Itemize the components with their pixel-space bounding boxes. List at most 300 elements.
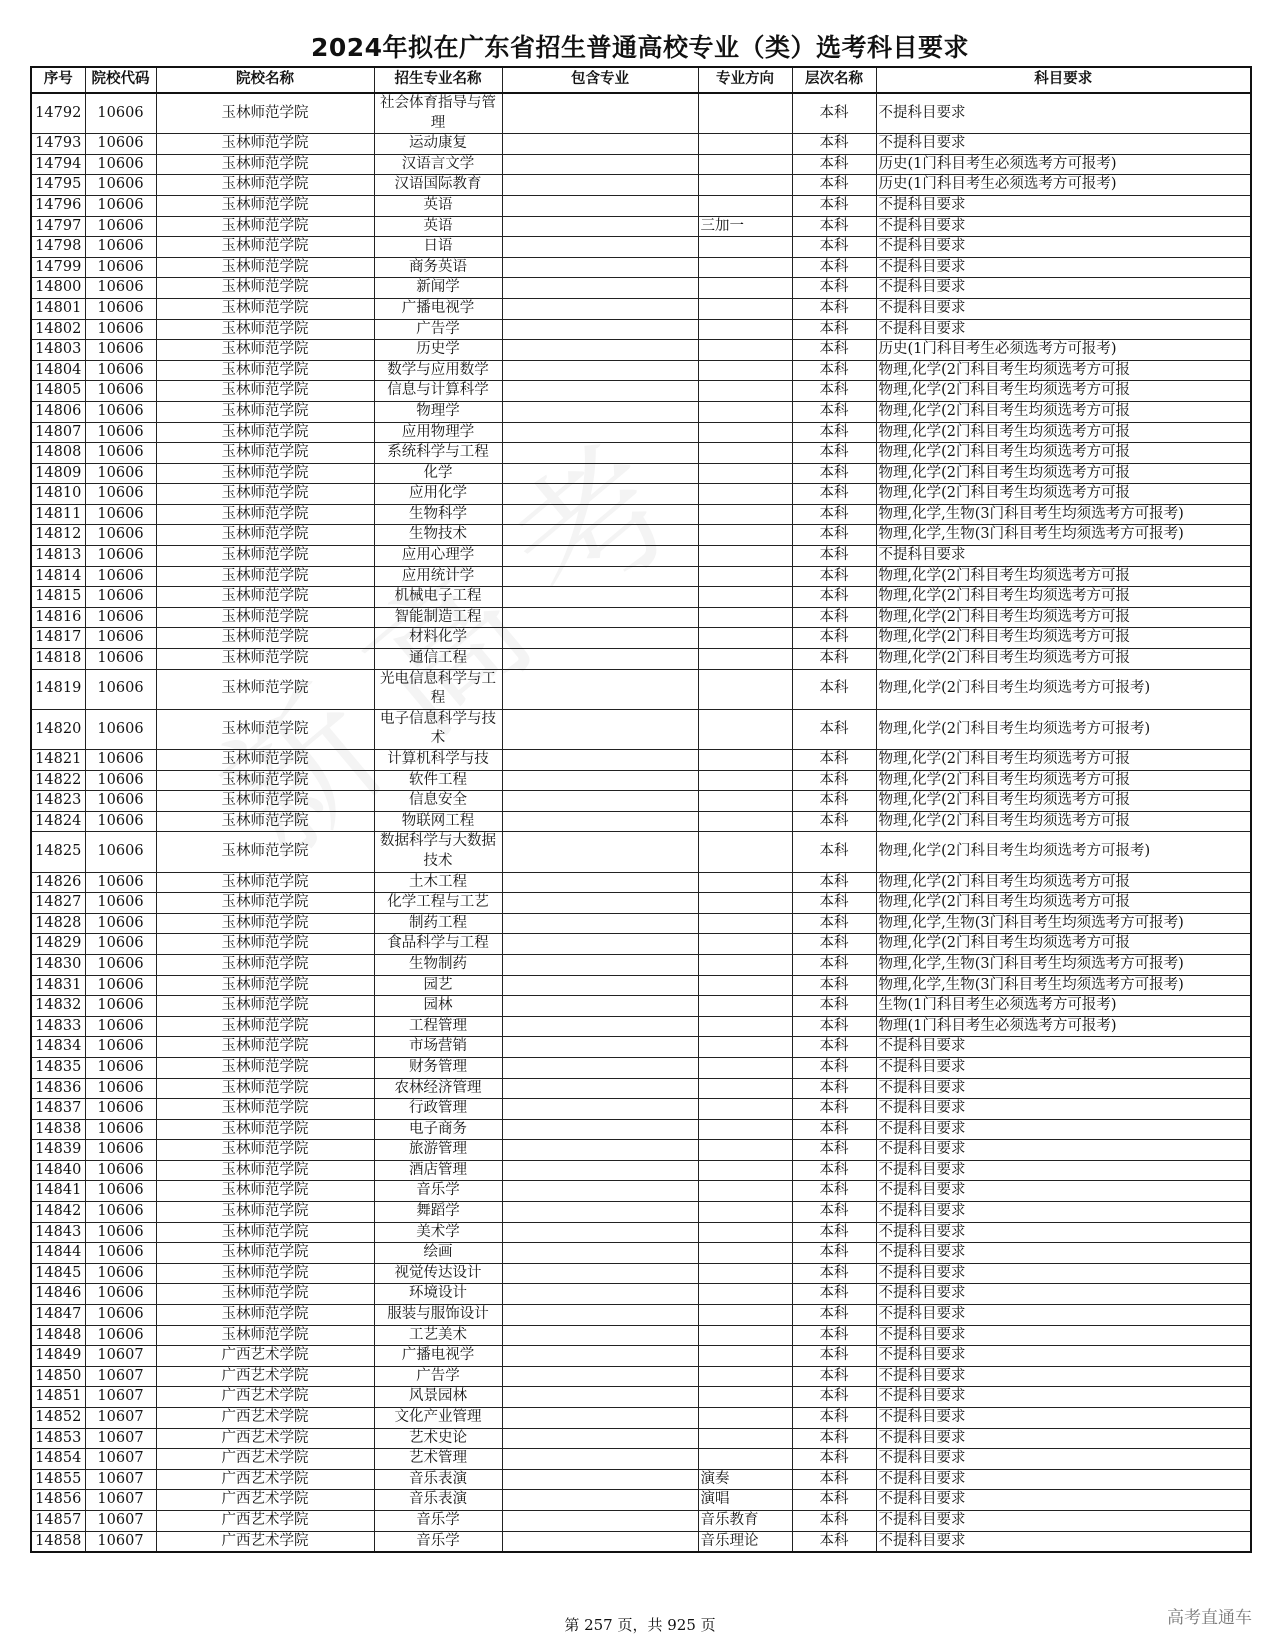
cell-school-code: 10606 [85,1325,156,1346]
cell-major-direction [698,791,792,812]
table-row [31,175,1251,196]
cell-major-name: 财务管理 [374,1057,502,1078]
cell-subject-requirement: 不提科目要求 [876,1222,1251,1243]
cell-major-direction [698,319,792,340]
table-row [31,1346,1251,1367]
cell-major-name: 文化产业管理 [374,1408,502,1429]
cell-school-name: 玉林师范学院 [156,216,374,237]
cell-school-code: 10606 [85,832,156,872]
cell-major-name: 数据科学与大数据技术 [374,832,502,872]
table-row [31,93,1251,134]
cell-school-code: 10607 [85,1449,156,1470]
cell-index: 14856 [31,1490,85,1511]
cell-subject-requirement: 物理(1门科目考生必须选考方可报考) [876,1016,1251,1037]
table-row [31,913,1251,934]
cell-included-majors [502,360,698,381]
cell-index: 14840 [31,1160,85,1181]
cell-subject-requirement: 物理,化学(2门科目考生均须选考方可报 [876,443,1251,464]
table-row [31,401,1251,422]
cell-level: 本科 [792,1160,876,1181]
cell-index: 14834 [31,1037,85,1058]
cell-school-name: 玉林师范学院 [156,1140,374,1161]
cell-level: 本科 [792,1181,876,1202]
cell-school-name: 玉林师范学院 [156,1243,374,1264]
cell-subject-requirement: 物理,化学(2门科目考生均须选考方可报 [876,566,1251,587]
cell-index: 14822 [31,770,85,791]
cell-school-name: 玉林师范学院 [156,566,374,587]
header-school-name: 院校名称 [156,67,374,93]
cell-subject-requirement: 不提科目要求 [876,1099,1251,1120]
cell-included-majors [502,566,698,587]
cell-school-code: 10606 [85,1243,156,1264]
cell-included-majors [502,298,698,319]
cell-included-majors [502,1428,698,1449]
cell-major-name: 工艺美术 [374,1325,502,1346]
cell-school-name: 玉林师范学院 [156,278,374,299]
cell-level: 本科 [792,1057,876,1078]
cell-major-name: 艺术史论 [374,1428,502,1449]
table-row [31,1057,1251,1078]
cell-subject-requirement: 物理,化学(2门科目考生均须选考方可报 [876,893,1251,914]
cell-index: 14858 [31,1531,85,1552]
cell-major-direction [698,893,792,914]
cell-major-name: 音乐学 [374,1510,502,1531]
cell-included-majors [502,1408,698,1429]
cell-subject-requirement: 物理,化学(2门科目考生均须选考方可报 [876,628,1251,649]
cell-level: 本科 [792,298,876,319]
cell-level: 本科 [792,443,876,464]
cell-level: 本科 [792,237,876,258]
cell-level: 本科 [792,525,876,546]
cell-included-majors [502,1366,698,1387]
cell-major-name: 系统科学与工程 [374,443,502,464]
cell-major-name: 行政管理 [374,1099,502,1120]
cell-included-majors [502,525,698,546]
table-row [31,298,1251,319]
header-major-name: 招生专业名称 [374,67,502,93]
cell-school-name: 玉林师范学院 [156,463,374,484]
cell-major-direction [698,975,792,996]
cell-included-majors [502,422,698,443]
cell-major-direction [698,463,792,484]
cell-index: 14847 [31,1305,85,1326]
cell-major-name: 生物制药 [374,954,502,975]
cell-level: 本科 [792,278,876,299]
cell-subject-requirement: 不提科目要求 [876,319,1251,340]
cell-included-majors [502,319,698,340]
cell-included-majors [502,791,698,812]
cell-major-direction [698,93,792,134]
cell-level: 本科 [792,216,876,237]
table-row [31,791,1251,812]
cell-subject-requirement: 不提科目要求 [876,1366,1251,1387]
cell-school-code: 10606 [85,175,156,196]
table-row [31,1284,1251,1305]
cell-level: 本科 [792,566,876,587]
cell-subject-requirement: 不提科目要求 [876,93,1251,134]
cell-included-majors [502,1140,698,1161]
cell-index: 14837 [31,1099,85,1120]
cell-major-direction [698,1325,792,1346]
cell-school-name: 玉林师范学院 [156,975,374,996]
cell-included-majors [502,872,698,893]
cell-included-majors [502,381,698,402]
cell-index: 14831 [31,975,85,996]
cell-school-code: 10606 [85,913,156,934]
cell-included-majors [502,154,698,175]
cell-major-name: 广告学 [374,1366,502,1387]
cell-major-name: 土木工程 [374,872,502,893]
cell-school-code: 10606 [85,1099,156,1120]
table-row [31,1263,1251,1284]
cell-major-name: 信息安全 [374,791,502,812]
cell-included-majors [502,1531,698,1552]
cell-subject-requirement: 物理,化学,生物(3门科目考生均须选考方可报考) [876,525,1251,546]
cell-major-direction [698,525,792,546]
cell-included-majors [502,1490,698,1511]
cell-subject-requirement: 不提科目要求 [876,1325,1251,1346]
subject-requirements-table [30,66,1252,1553]
cell-level: 本科 [792,154,876,175]
cell-index: 14798 [31,237,85,258]
cell-included-majors [502,607,698,628]
cell-school-code: 10606 [85,278,156,299]
cell-included-majors [502,257,698,278]
cell-school-code: 10606 [85,360,156,381]
cell-included-majors [502,996,698,1017]
cell-level: 本科 [792,1016,876,1037]
cell-included-majors [502,893,698,914]
cell-included-majors [502,934,698,955]
header-subject-requirement: 科目要求 [876,67,1251,93]
cell-subject-requirement: 物理,化学(2门科目考生均须选考方可报 [876,360,1251,381]
cell-school-name: 广西艺术学院 [156,1490,374,1511]
cell-subject-requirement: 不提科目要求 [876,1284,1251,1305]
cell-level: 本科 [792,175,876,196]
table-row [31,154,1251,175]
cell-index: 14832 [31,996,85,1017]
table-row [31,587,1251,608]
cell-school-name: 玉林师范学院 [156,298,374,319]
cell-level: 本科 [792,1078,876,1099]
cell-major-name: 日语 [374,237,502,258]
cell-major-direction: 演奏 [698,1469,792,1490]
cell-school-name: 玉林师范学院 [156,934,374,955]
cell-index: 14833 [31,1016,85,1037]
cell-level: 本科 [792,1428,876,1449]
cell-major-name: 商务英语 [374,257,502,278]
cell-school-name: 玉林师范学院 [156,709,374,749]
cell-level: 本科 [792,770,876,791]
cell-school-code: 10606 [85,1202,156,1223]
cell-school-code: 10606 [85,770,156,791]
cell-index: 14817 [31,628,85,649]
cell-major-name: 旅游管理 [374,1140,502,1161]
cell-school-name: 广西艺术学院 [156,1449,374,1470]
cell-level: 本科 [792,996,876,1017]
cell-major-direction [698,546,792,567]
cell-index: 14839 [31,1140,85,1161]
cell-major-direction [698,340,792,361]
cell-included-majors [502,1099,698,1120]
cell-subject-requirement: 不提科目要求 [876,257,1251,278]
table-row [31,1119,1251,1140]
cell-subject-requirement: 不提科目要求 [876,1181,1251,1202]
cell-major-name: 电子信息科学与技术 [374,709,502,749]
cell-included-majors [502,1057,698,1078]
table-row [31,750,1251,771]
cell-level: 本科 [792,1305,876,1326]
cell-subject-requirement: 物理,化学(2门科目考生均须选考方可报 [876,934,1251,955]
cell-school-code: 10606 [85,1284,156,1305]
cell-index: 14857 [31,1510,85,1531]
cell-school-code: 10606 [85,996,156,1017]
cell-level: 本科 [792,195,876,216]
cell-level: 本科 [792,1408,876,1429]
cell-school-code: 10606 [85,319,156,340]
cell-major-name: 生物科学 [374,504,502,525]
cell-school-code: 10606 [85,340,156,361]
cell-included-majors [502,628,698,649]
cell-included-majors [502,975,698,996]
cell-major-direction [698,175,792,196]
cell-subject-requirement: 物理,化学(2门科目考生均须选考方可报 [876,422,1251,443]
cell-major-name: 汉语言文学 [374,154,502,175]
cell-index: 14818 [31,649,85,670]
cell-school-code: 10606 [85,1057,156,1078]
header-major-direction: 专业方向 [698,67,792,93]
cell-school-name: 玉林师范学院 [156,913,374,934]
cell-level: 本科 [792,1387,876,1408]
cell-level: 本科 [792,954,876,975]
brand-watermark: 高考直通车 [1167,1608,1252,1628]
cell-major-direction [698,669,792,709]
cell-level: 本科 [792,1140,876,1161]
cell-level: 本科 [792,1263,876,1284]
table-row [31,954,1251,975]
cell-included-majors [502,954,698,975]
cell-school-code: 10606 [85,546,156,567]
cell-index: 14803 [31,340,85,361]
table-row [31,709,1251,749]
table-row [31,1325,1251,1346]
cell-school-code: 10606 [85,1263,156,1284]
cell-major-name: 园林 [374,996,502,1017]
cell-major-direction [698,872,792,893]
cell-level: 本科 [792,1449,876,1470]
cell-major-direction [698,484,792,505]
cell-major-direction [698,1181,792,1202]
cell-index: 14835 [31,1057,85,1078]
cell-school-name: 玉林师范学院 [156,750,374,771]
header-included-majors: 包含专业 [502,67,698,93]
cell-subject-requirement: 物理,化学(2门科目考生均须选考方可报 [876,587,1251,608]
cell-school-code: 10606 [85,1181,156,1202]
cell-major-name: 农林经济管理 [374,1078,502,1099]
cell-school-name: 玉林师范学院 [156,1037,374,1058]
cell-school-code: 10606 [85,154,156,175]
table-row [31,832,1251,872]
cell-school-name: 玉林师范学院 [156,1325,374,1346]
cell-school-name: 玉林师范学院 [156,954,374,975]
table-row [31,1408,1251,1429]
cell-index: 14843 [31,1222,85,1243]
cell-school-name: 玉林师范学院 [156,1222,374,1243]
cell-school-name: 玉林师范学院 [156,401,374,422]
cell-level: 本科 [792,832,876,872]
table-row [31,1202,1251,1223]
cell-included-majors [502,1222,698,1243]
table-header-row [31,67,1251,93]
cell-school-code: 10606 [85,872,156,893]
cell-index: 14827 [31,893,85,914]
cell-level: 本科 [792,893,876,914]
cell-index: 14804 [31,360,85,381]
cell-major-name: 电子商务 [374,1119,502,1140]
cell-major-direction [698,934,792,955]
cell-school-code: 10606 [85,1222,156,1243]
cell-school-code: 10606 [85,463,156,484]
cell-major-name: 艺术管理 [374,1449,502,1470]
cell-school-name: 玉林师范学院 [156,1284,374,1305]
cell-included-majors [502,1325,698,1346]
cell-major-name: 应用心理学 [374,546,502,567]
cell-level: 本科 [792,340,876,361]
cell-index: 14799 [31,257,85,278]
cell-school-name: 广西艺术学院 [156,1469,374,1490]
cell-index: 14841 [31,1181,85,1202]
table-row [31,628,1251,649]
cell-school-code: 10606 [85,934,156,955]
table-row [31,1428,1251,1449]
table-row [31,811,1251,832]
cell-included-majors [502,93,698,134]
cell-index: 14819 [31,669,85,709]
cell-major-direction [698,1305,792,1326]
cell-major-name: 生物技术 [374,525,502,546]
table-row [31,422,1251,443]
cell-school-name: 玉林师范学院 [156,649,374,670]
cell-level: 本科 [792,546,876,567]
cell-school-code: 10607 [85,1366,156,1387]
cell-school-name: 广西艺术学院 [156,1531,374,1552]
cell-major-name: 化学 [374,463,502,484]
cell-index: 14849 [31,1346,85,1367]
cell-major-direction [698,1140,792,1161]
cell-subject-requirement: 不提科目要求 [876,1119,1251,1140]
cell-major-name: 社会体育指导与管理 [374,93,502,134]
cell-school-code: 10606 [85,811,156,832]
cell-level: 本科 [792,1325,876,1346]
table-row [31,1531,1251,1552]
cell-major-direction [698,649,792,670]
table-row [31,381,1251,402]
cell-school-name: 玉林师范学院 [156,669,374,709]
cell-subject-requirement: 不提科目要求 [876,1057,1251,1078]
table-row [31,1366,1251,1387]
cell-major-direction [698,954,792,975]
table-row [31,195,1251,216]
cell-subject-requirement: 不提科目要求 [876,1037,1251,1058]
cell-school-code: 10606 [85,709,156,749]
table-row [31,1181,1251,1202]
cell-major-direction [698,1284,792,1305]
table-row [31,1469,1251,1490]
cell-index: 14844 [31,1243,85,1264]
cell-school-name: 玉林师范学院 [156,257,374,278]
cell-major-direction [698,401,792,422]
cell-level: 本科 [792,504,876,525]
cell-major-direction: 音乐理论 [698,1531,792,1552]
cell-included-majors [502,134,698,155]
cell-major-direction [698,1222,792,1243]
cell-major-name: 应用化学 [374,484,502,505]
cell-subject-requirement: 不提科目要求 [876,134,1251,155]
cell-subject-requirement: 不提科目要求 [876,1160,1251,1181]
cell-subject-requirement: 不提科目要求 [876,237,1251,258]
cell-included-majors [502,216,698,237]
cell-school-code: 10606 [85,1160,156,1181]
table-row [31,257,1251,278]
cell-school-code: 10606 [85,791,156,812]
cell-major-direction [698,709,792,749]
table-row [31,1099,1251,1120]
cell-school-name: 广西艺术学院 [156,1428,374,1449]
cell-major-name: 酒店管理 [374,1160,502,1181]
cell-included-majors [502,463,698,484]
cell-subject-requirement: 物理,化学(2门科目考生均须选考方可报 [876,381,1251,402]
cell-included-majors [502,649,698,670]
cell-school-code: 10606 [85,566,156,587]
cell-included-majors [502,1202,698,1223]
cell-level: 本科 [792,484,876,505]
cell-school-name: 玉林师范学院 [156,422,374,443]
cell-major-direction [698,237,792,258]
cell-level: 本科 [792,360,876,381]
cell-subject-requirement: 不提科目要求 [876,1510,1251,1531]
cell-level: 本科 [792,1037,876,1058]
cell-included-majors [502,811,698,832]
cell-level: 本科 [792,401,876,422]
cell-major-direction [698,1016,792,1037]
cell-index: 14855 [31,1469,85,1490]
cell-subject-requirement: 物理,化学(2门科目考生均须选考方可报考) [876,669,1251,709]
cell-major-direction [698,422,792,443]
cell-level: 本科 [792,649,876,670]
cell-level: 本科 [792,1510,876,1531]
cell-school-name: 玉林师范学院 [156,1016,374,1037]
cell-major-direction [698,360,792,381]
cell-school-code: 10606 [85,484,156,505]
cell-school-code: 10606 [85,587,156,608]
table-row [31,134,1251,155]
cell-subject-requirement: 物理,化学(2门科目考生均须选考方可报考) [876,709,1251,749]
cell-index: 14792 [31,93,85,134]
cell-major-name: 音乐学 [374,1181,502,1202]
cell-level: 本科 [792,463,876,484]
cell-index: 14821 [31,750,85,771]
table-row [31,319,1251,340]
cell-major-direction [698,134,792,155]
cell-major-name: 绘画 [374,1243,502,1264]
cell-major-direction [698,1160,792,1181]
cell-major-direction [698,832,792,872]
cell-level: 本科 [792,607,876,628]
cell-major-direction [698,566,792,587]
cell-index: 14829 [31,934,85,955]
cell-included-majors [502,1263,698,1284]
table-row [31,996,1251,1017]
